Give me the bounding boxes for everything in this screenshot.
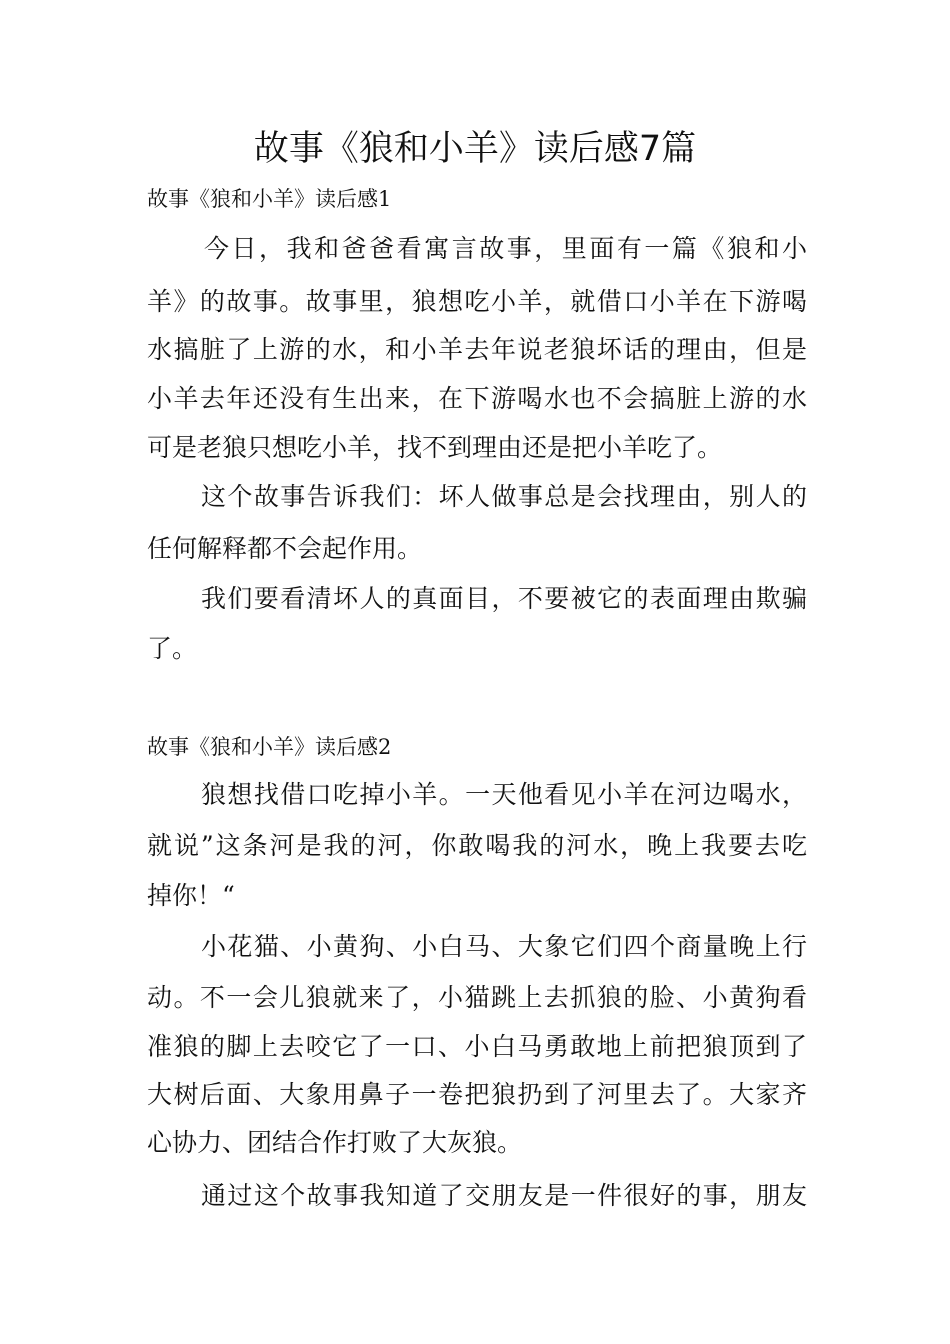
document-title: 故事《狼和小羊》读后感7篇 bbox=[253, 129, 697, 169]
paragraph-line: 掉你！“ bbox=[147, 881, 235, 910]
paragraph-line: 大树后面、大象用鼻子一卷把狼扔到了河里去了。大家齐 bbox=[147, 1080, 807, 1109]
paragraph-line: 了。 bbox=[147, 634, 198, 663]
paragraph-line: 可是老狼只想吃小羊，找不到理由还是把小羊吃了。 bbox=[147, 433, 723, 462]
paragraph-line: 任何解释都不会起作用。 bbox=[147, 534, 423, 563]
section-heading: 故事《狼和小羊》读后感1 bbox=[147, 187, 392, 211]
paragraph-line: 准狼的脚上去咬它了一口、小白马勇敢地上前把狼顶到了 bbox=[147, 1032, 807, 1061]
section-heading: 故事《狼和小羊》读后感2 bbox=[147, 735, 392, 759]
paragraph-line: 小羊去年还没有生出来，在下游喝水也不会搞脏上游的水 bbox=[147, 384, 807, 413]
paragraph-line: 动。不一会儿狼就来了，小猫跳上去抓狼的脸、小黄狗看 bbox=[147, 983, 807, 1012]
paragraph-line: 羊》的故事。故事里，狼想吃小羊，就借口小羊在下游喝 bbox=[147, 287, 807, 316]
paragraph-line: 就说”这条河是我的河，你敢喝我的河水，晚上我要去吃 bbox=[147, 831, 807, 860]
paragraph-line: 今日，我和爸爸看寓言故事，里面有一篇《狼和小 bbox=[204, 234, 807, 263]
paragraph-line: 水搞脏了上游的水，和小羊去年说老狼坏话的理由，但是 bbox=[147, 335, 807, 364]
paragraph-line: 狼想找借口吃掉小羊。一天他看见小羊在河边喝水， bbox=[201, 780, 807, 809]
paragraph-line: 我们要看清坏人的真面目，不要被它的表面理由欺骗 bbox=[201, 584, 807, 613]
paragraph-line: 通过这个故事我知道了交朋友是一件很好的事，朋友 bbox=[201, 1181, 807, 1210]
paragraph-line: 这个故事告诉我们：坏人做事总是会找理由，别人的 bbox=[201, 482, 807, 511]
paragraph-line: 心协力、团结合作打败了大灰狼。 bbox=[147, 1128, 523, 1157]
paragraph-line: 小花猫、小黄狗、小白马、大象它们四个商量晚上行 bbox=[201, 932, 807, 961]
